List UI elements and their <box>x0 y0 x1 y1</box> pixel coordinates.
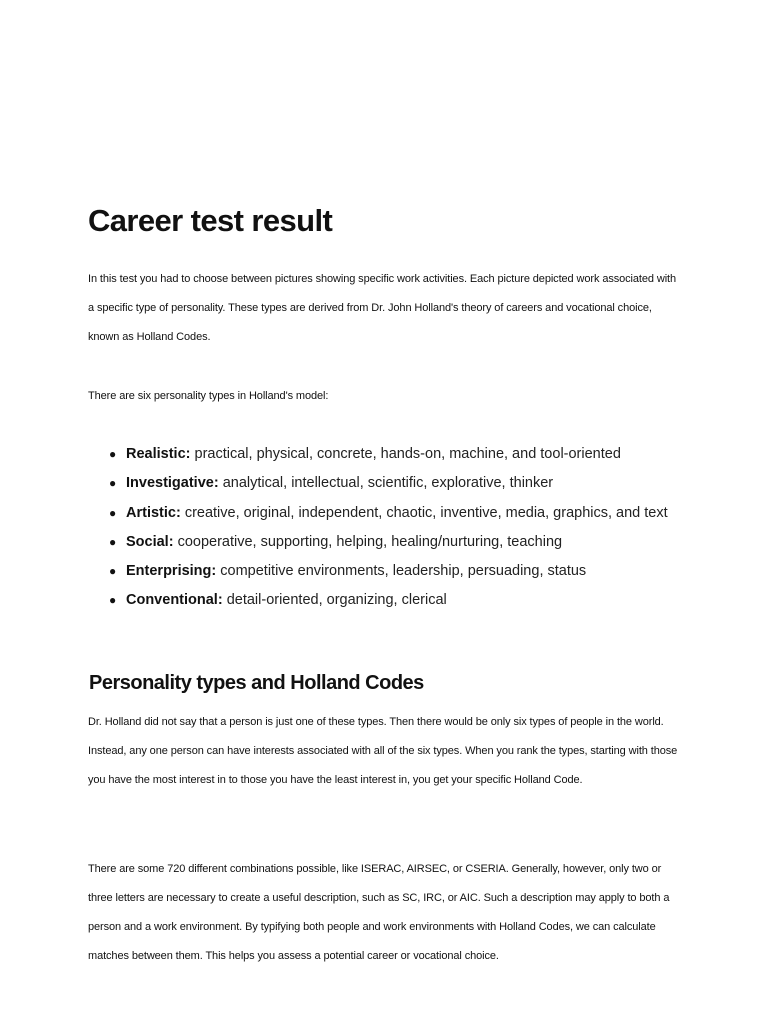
types-intro-paragraph: There are six personality types in Holland's model: <box>88 390 329 402</box>
list-item-conventional <box>109 586 684 615</box>
section-paragraph-1: Dr. Holland did not say that a person is just one of these types. Then there would be only six types of people in the world. Instead, any one person can have interests associated with all of the six types. When you rank the types, starting with those you have the most interest in to those you have the least interest in, you get your specific Holland Code. <box>88 716 678 786</box>
bullet-icon: ● <box>109 505 117 520</box>
type-name: Realistic: <box>126 446 191 462</box>
section-heading: Personality types and Holland Codes <box>89 672 424 694</box>
personality-types-list <box>88 440 684 616</box>
bullet-icon: ● <box>109 564 117 579</box>
type-description: practical, physical, concrete, hands-on, machine, and tool-oriented <box>190 446 621 462</box>
list-item-realistic <box>109 440 684 469</box>
type-name: Enterprising: <box>126 563 217 580</box>
type-name: Conventional: <box>126 592 223 609</box>
type-description: cooperative, supporting, helping, healing/nurturing, teaching <box>173 533 563 550</box>
bullet-icon: ● <box>109 534 117 549</box>
section-paragraph-2: There are some 720 different combinations possible, like ISERAC, AIRSEC, or CSERIA. Generally, however, only two or three letters are necessary to create a useful description, such as SC, IRC, or AIC. Such a description may apply to both a person and a work environment. By typifying both people and work environments with Holland Codes, we can calculate matches between them. This helps you assess a potential career or vocational choice. <box>88 863 670 962</box>
list-item-investigative <box>109 469 684 498</box>
list-item-artistic <box>109 499 684 528</box>
type-name: Artistic: <box>126 504 181 521</box>
type-name: Social: <box>126 533 174 550</box>
list-item-enterprising <box>109 557 684 586</box>
type-description: creative, original, independent, chaotic, inventive, media, graphics, and text <box>180 504 668 521</box>
page-title: Career test result <box>88 203 333 238</box>
list-item-social <box>109 528 684 557</box>
bullet-icon: ● <box>109 476 117 491</box>
bullet-icon: ● <box>109 593 117 608</box>
bullet-icon: ● <box>109 447 117 461</box>
type-description: analytical, intellectual, scientific, explorative, thinker <box>218 475 554 492</box>
intro-paragraph: In this test you had to choose between pictures showing specific work activities. Each picture depicted work associated with a specific type of personality. These types are derived from Dr. John Holland's theory of careers and vocational choice, known as Holland Codes. <box>88 273 677 343</box>
type-name: Investigative: <box>126 475 219 492</box>
type-description: competitive environments, leadership, persuading, status <box>216 563 587 580</box>
type-description: detail-oriented, organizing, clerical <box>222 592 447 609</box>
